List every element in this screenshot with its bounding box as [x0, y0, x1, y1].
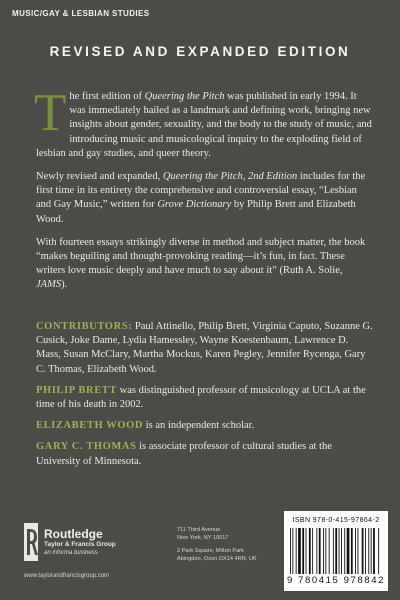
bio-brett	[36, 384, 374, 412]
bio-text: is associate professor of cultural studies at the University of Minnesota.	[36, 441, 332, 467]
publisher-group: Taylor & Francis Group	[44, 541, 116, 548]
bio-thomas	[36, 440, 374, 468]
paragraph-3	[36, 236, 374, 293]
contributors-label: CONTRIBUTORS:	[36, 321, 133, 332]
p1-text-b: was published in early 1994. It was immediately hailed as a landmark and defining work, bringing new insights about gender, sexuality, and the body to the study of music, and introducing music and musicological inquiry to the exploding field of lesbian and gay studies, and queer theory.	[36, 91, 372, 159]
bio-name: ELIZABETH WOOD	[36, 420, 144, 432]
paragraph-2	[36, 170, 374, 227]
p1-text-a: he first edition of	[69, 91, 145, 102]
description	[34, 84, 374, 302]
address-uk	[177, 548, 277, 563]
bio-name: GARY C. THOMAS	[36, 441, 137, 453]
contributors-list: Paul Attinello, Philip Brett, Virginia Caputo, Suzanne G. Cusick, Joke Dame, Lydia Hamessley, Wayne Koestenbaum, Lawrence D. Mass, Susan McClary, Martha Mockus, Karen Pegley, Jennifer Rycenga, Gary C. Thomas, Elizabeth Wood.	[36, 321, 373, 375]
routledge-logo-icon	[24, 523, 38, 561]
address-line: 2 Park Square, Milton Park	[177, 548, 244, 555]
contributors	[36, 320, 374, 377]
grove-title: Grove Dictionary	[157, 199, 232, 211]
bio-name: PHILIP BRETT	[36, 384, 118, 396]
jams-title: JAMS	[36, 279, 62, 291]
bios-section	[36, 320, 374, 476]
bio-wood	[36, 419, 374, 433]
isbn-label: ISBN 978-0-415-97864-2	[292, 517, 380, 524]
edition-heading: REVISED AND EXPANDED EDITION	[49, 44, 351, 59]
address-line: 711 Third Avenue	[177, 527, 221, 533]
address-ny	[177, 527, 277, 542]
category-label: MUSIC/GAY & LESBIAN STUDIES	[12, 9, 150, 18]
dropcap: T	[34, 84, 67, 142]
publisher-addresses	[177, 527, 277, 569]
address-line: Abingdon, Oxon OX14 4RN, UK	[177, 555, 257, 562]
bio-text: is an independent scholar.	[143, 420, 255, 432]
publisher-tagline: an informa business	[44, 550, 98, 556]
p2-text-b: includes for the first time in its entirety the comprehensive and controversial essay, “Lesbian and Gay Music,” written for	[36, 171, 366, 211]
p3-text-b: ).	[61, 279, 68, 291]
book-title: Queering the Pitch	[144, 91, 225, 102]
p2-text-c: by Philip Brett and Elizabeth Wood.	[36, 199, 356, 225]
publisher-name: Routledge	[44, 527, 103, 541]
paragraph-1	[34, 84, 374, 161]
p2-text-a: Newly revised and expanded,	[36, 171, 163, 183]
book-title-2nd: Queering the Pitch, 2nd Edition	[162, 171, 298, 183]
publisher-website[interactable]: www.taylorandfrancisgroup.com	[24, 573, 110, 579]
barcode-digits: 9 780415 978842	[287, 575, 385, 586]
address-line: New York, NY 10017	[177, 534, 229, 541]
p3-text-a: With fourteen essays strikingly diverse in method and subject matter, the book “makes beguiling and thought-provoking reading—it’s fun, in fact. These writers love music deeply and have much to say about it” (Ruth A. Solie,	[36, 236, 366, 277]
barcode-bars-icon	[290, 528, 382, 576]
barcode	[284, 511, 388, 591]
bio-text: was distinguished professor of musicology at UCLA at the time of his death in 2002.	[36, 384, 366, 411]
